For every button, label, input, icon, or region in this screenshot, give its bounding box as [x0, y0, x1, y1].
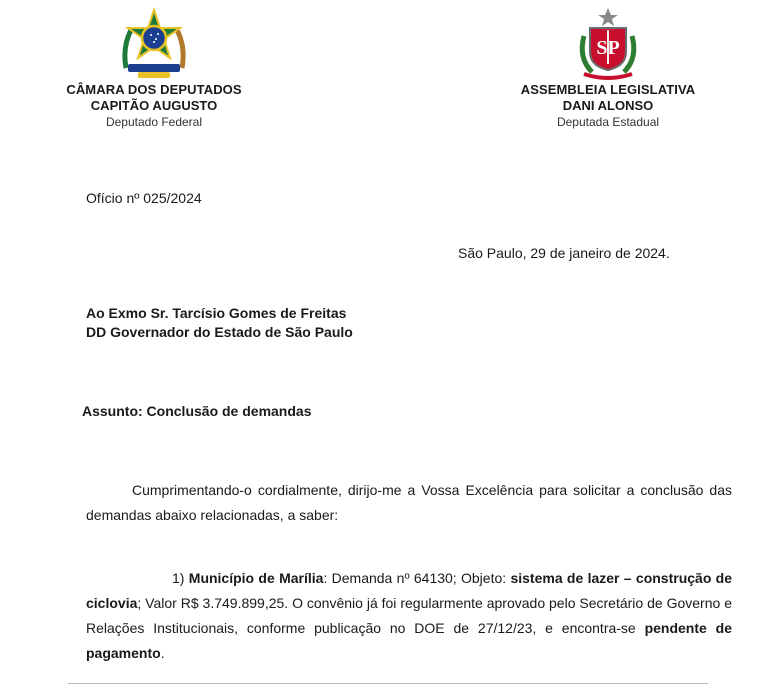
- deputy-name-right: DANI ALONSO: [562, 98, 654, 113]
- item-number: 1): [172, 570, 185, 586]
- addressee-block: [86, 304, 353, 342]
- subject-line: Assunto: Conclusão de demandas: [82, 403, 312, 419]
- demand-item: [86, 566, 732, 666]
- header-left: [54, 6, 254, 130]
- organization-right: ASSEMBLEIA LEGISLATIVA: [520, 82, 696, 97]
- organization-left: CÂMARA DOS DEPUTADOS: [66, 82, 242, 97]
- brazil-coat-of-arms-icon: [118, 6, 190, 82]
- document-reference: Ofício nº 025/2024: [86, 190, 202, 206]
- deputy-name-left: CAPITÃO AUGUSTO: [90, 98, 218, 113]
- demand-text: : Demanda nº 64130; Objeto:: [323, 570, 511, 586]
- header-right: [508, 6, 708, 130]
- emblem-text: SP: [596, 37, 620, 59]
- paragraph-intro: Cumprimentando-o cordialmente, dirijo-me a Vossa Excelência para solicitar a conclusão das demandas abaixo relacionadas, a saber:: [86, 482, 732, 523]
- sentence-end: .: [160, 645, 165, 661]
- deputy-role-left: Deputado Federal: [105, 115, 203, 129]
- sao-paulo-coat-of-arms-icon: [572, 6, 644, 82]
- municipality-name: Município de Marília: [188, 570, 324, 586]
- page-divider: [68, 683, 708, 684]
- deputy-role-right: Deputada Estadual: [556, 115, 660, 129]
- demand-object: sistema de lazer – construção de ciclovia: [86, 570, 733, 611]
- date-line: São Paulo, 29 de janeiro de 2024.: [458, 245, 670, 261]
- demand-value-text: ; Valor R$ 3.749.899,25. O convênio já foi regularmente aprovado pelo Secretário de Governo e Relações Institucionais, conforme publicação no DOE de 27/12/23, e encontra-se: [86, 595, 732, 636]
- addressee-line: DD Governador do Estado de São Paulo: [86, 324, 353, 340]
- payment-status: pendente de pagamento: [86, 620, 732, 661]
- addressee-line: Ao Exmo Sr. Tarcísio Gomes de Freitas: [86, 305, 347, 321]
